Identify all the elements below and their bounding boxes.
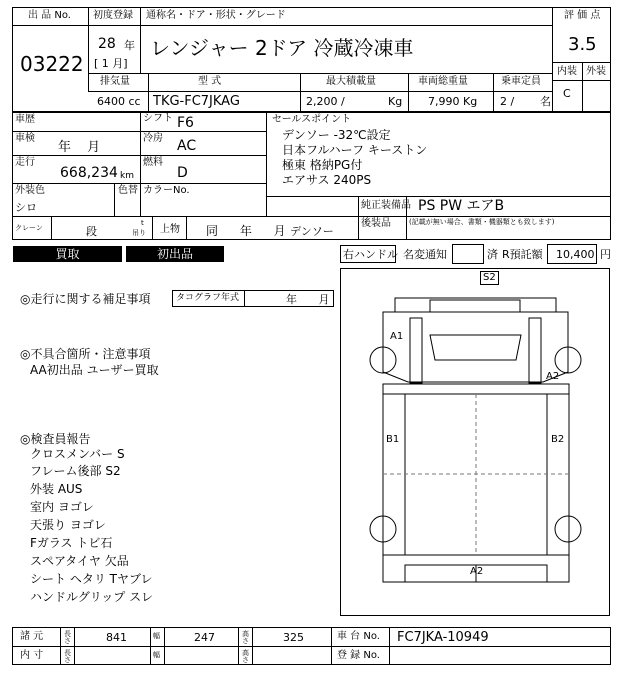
inspector-line: 外装 AUS [30,482,83,496]
crane-hang: 吊り [132,229,146,237]
gvw-label: 車両総重量 [418,76,468,87]
dims-label: 諸 元 [20,631,44,642]
crane-steps: 段 [86,225,97,238]
inspector-line: スペアタイヤ 欠品 [30,554,129,568]
shift-label: シフト [143,113,173,124]
body-label: 上物 [160,224,180,235]
first-reg-year: 28 [98,36,116,52]
tachograph-label: タコグラフ年式 [176,293,240,303]
gvw-value: 7,990 Kg [428,95,478,108]
ac-value: AC [177,138,197,154]
sales-points-label: セールスポイント [272,114,352,125]
genuine-equipment-label: 純正装備品 [361,200,411,211]
grade-value: 3.5 [568,34,597,55]
color-no-label: カラーNo. [143,185,190,196]
capacity-unit: 名 [540,95,551,108]
lot-label: 出 品 No. [28,10,71,21]
driving-notes-title: ◎走行に関する補足事項 [20,292,151,306]
first-reg-label: 初度登録 [93,10,133,21]
year-unit: 年 [124,39,135,52]
diagram-label: B1 [386,434,400,445]
mileage-value: 668,234 [60,165,118,181]
mileage-label: 走行 [15,157,35,168]
displacement-value: 6400 cc [97,95,141,108]
exterior-label: 外装 [586,66,606,77]
model-name: レンジャー 2ドア 冷蔵冷凍車 [150,36,414,60]
width-label: 幅 [153,632,160,640]
renewal-value: 10,400 [556,248,595,261]
tachograph-value: 年 月 [286,293,330,306]
diagram-label: A2 [470,566,484,577]
inner-width-label: 幅 [153,651,160,659]
aftermarket-label: 後装品 [361,218,391,229]
defects-title: ◎不具合箇所・注意事項 [20,347,151,361]
chassis-label: 車 台 No. [337,631,380,642]
inspector-line: 天張り ヨゴレ [30,518,106,532]
first-listing-bar: 初出品 [126,246,224,262]
fuel-value: D [177,165,188,181]
inspector-title: ◎検査員報告 [20,432,91,446]
capacity-value: 2 / [500,95,515,108]
length-label: 長さ [64,630,71,645]
height-value: 325 [283,631,304,644]
defects-line: AA初出品 ユーザー買取 [30,363,159,377]
diagram-label: S2 [483,272,496,283]
body-maker: デンソー [290,225,334,238]
type-label: 型 式 [198,76,222,87]
steering-value: 右ハンドル [343,248,398,261]
first-reg-month: [ 1 月] [94,57,128,70]
width-value: 247 [194,631,215,644]
inner-length-label: 長さ [64,649,71,664]
inner-height-label: 高さ [242,649,249,664]
sales-point: 極東 格納PG付 [282,158,363,172]
height-label: 高さ [242,630,249,645]
displacement-label: 排気量 [100,76,130,87]
crane-label: クレーン [15,224,43,232]
max-load-label: 最大積載量 [326,76,376,87]
diagram-label: A1 [390,331,404,342]
inner-dims-label: 内 寸 [20,650,44,661]
fuel-label: 燃料 [143,157,163,168]
inspector-line: フレーム後部 S2 [30,464,121,478]
inspection-label: 車検 [15,133,35,144]
diagram-label: A2 [546,371,560,382]
model-header: 通称名・ドア・形状・グレード [146,10,286,21]
history-label: 車歴 [15,114,35,125]
length-value: 841 [106,631,127,644]
type-code: TKG-FC7JKAG [153,94,240,109]
color-change-label: 色替 [118,185,138,196]
renewal-unit: 円 [600,248,611,261]
registration-no-label: 登 録 No. [337,650,380,661]
interior-grade: C [563,87,571,100]
sales-point: 日本フルハーフ キーストン [282,143,428,157]
grade-label: 評 価 点 [564,10,601,21]
ext-color-label: 外装色 [15,185,45,196]
chassis-number: FC7JKA-10949 [397,630,489,645]
body-value: 同 年 月 [206,224,286,238]
genuine-equipment-value: PS PW エアB [418,198,505,214]
inspector-line: シート ヘタリ Tヤブレ [30,572,153,586]
sales-point: エアサス 240PS [282,173,372,187]
max-load-value: 2,200 / [306,95,345,108]
mileage-unit: km [120,171,134,181]
lot-number: 03222 [20,52,84,76]
crane-t: t [141,219,144,227]
aftermarket-note: (記載が無い場合、書類・機器類とも致します) [409,218,555,226]
interior-label: 内装 [557,66,577,77]
capacity-label: 乗車定員 [501,76,541,87]
inspector-line: Fガラス トビ石 [30,536,113,550]
ext-color-value: シロ [15,201,37,214]
shift-value: F6 [177,115,194,131]
inspector-line: 室内 ヨゴレ [30,500,94,514]
renewal-label: R預託額 [502,248,543,261]
diagram-label: B2 [551,434,565,445]
name-change-label: 名変通知 [403,248,447,261]
inspector-line: ハンドルグリップ スレ [30,590,154,604]
done-label: 済 [487,248,498,261]
max-load-unit: Kg [388,95,403,108]
purchase-bar: 買取 [13,246,122,262]
ac-label: 冷房 [143,133,163,144]
sales-point: デンソー -32℃設定 [282,128,391,142]
inspector-line: クロスメンバー S [30,447,125,461]
inspection-value: 年 月 [58,140,101,155]
